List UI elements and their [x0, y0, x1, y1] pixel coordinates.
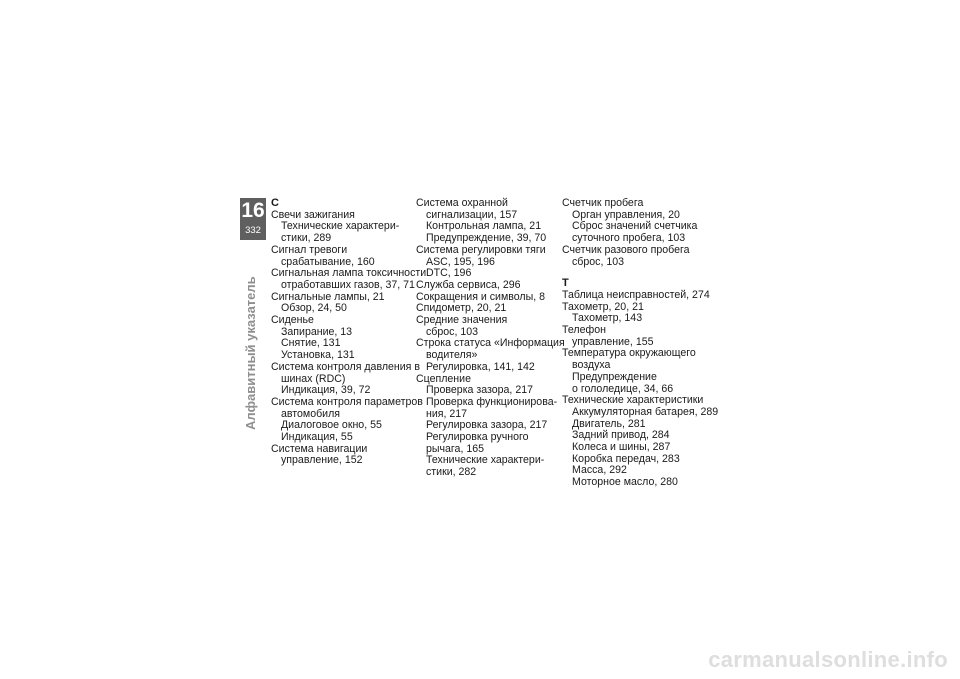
- index-entry: Сигнальная лампа токсичности: [271, 267, 427, 280]
- index-entry: Система контроля параметров: [271, 395, 423, 408]
- index-subentry: сигнализации, 157: [426, 208, 518, 221]
- index-subentry: Регулировка, 141, 142: [426, 360, 535, 373]
- index-entry: Тахометр, 20, 21: [562, 300, 644, 313]
- index-entry: Система регулировки тяги: [416, 243, 546, 256]
- index-subentry: Аккумуляторная батарея, 289: [572, 405, 719, 418]
- index-subentry: ния, 217: [426, 407, 468, 420]
- index-column-3: [562, 198, 718, 489]
- index-column-1: [271, 198, 426, 467]
- index-spacer: [562, 268, 718, 278]
- index-subentry: Запирание, 13: [281, 325, 353, 338]
- index-subentry: Диалоговое окно, 55: [281, 419, 382, 432]
- index-entry: Строка статуса «Информация: [416, 337, 565, 350]
- index-entry: Сокращения и символы, 8: [416, 290, 545, 303]
- index-subentry: управление, 155: [572, 335, 654, 348]
- index-entry: Система охранной: [416, 197, 508, 209]
- index-subentry: Тахометр, 143: [572, 312, 643, 325]
- index-subentry: Контрольная лампа, 21: [426, 220, 542, 233]
- index-subentry: Проверка зазора, 217: [426, 384, 533, 397]
- index-subentry: DTC, 196: [426, 267, 472, 280]
- index-subentry: Регулировка зазора, 217: [426, 419, 548, 432]
- index-subentry: о гололедице, 34, 66: [572, 382, 674, 395]
- index-entry: Средние значения: [416, 314, 508, 327]
- index-entry: Таблица неисправностей, 274: [562, 288, 710, 301]
- index-entry: Сигнальные лампы, 21: [271, 290, 385, 303]
- index-entry: Счетчик пробега: [562, 197, 644, 209]
- index-entry: Счетчик разового пробега: [562, 243, 690, 256]
- index-subentry: рычага, 165: [426, 442, 485, 455]
- index-subentry: водителя»: [426, 349, 478, 362]
- index-entry: Температура окружающего: [562, 347, 696, 360]
- index-subentry: стики, 282: [426, 466, 477, 479]
- index-subentry: Обзор, 24, 50: [281, 302, 347, 315]
- index-subentry: ASC, 195, 196: [426, 255, 495, 268]
- index-entry: Сиденье: [271, 314, 314, 327]
- index-subentry: воздуха: [572, 359, 611, 372]
- index-subentry: Коробка передач, 283: [572, 452, 680, 465]
- index-subentry: суточного пробега, 103: [572, 232, 686, 245]
- index-subentry: Орган управления, 20: [572, 208, 680, 221]
- index-entry: Телефон: [562, 324, 606, 337]
- index-subentry: Масса, 292: [572, 464, 627, 477]
- index-subentry: Технические характери-: [281, 220, 400, 233]
- index-subentry: отработавших газов, 37, 71: [281, 278, 415, 291]
- index-subentry: Колеса и шины, 287: [572, 441, 671, 454]
- chapter-tab: [240, 198, 266, 240]
- index-entry: Система контроля давления в: [271, 360, 420, 373]
- index-entry: Система навигации: [271, 442, 368, 455]
- index-subentry: Технические характери-: [426, 454, 545, 467]
- page-number: 332: [245, 225, 261, 236]
- index-subentry: Установка, 131: [281, 349, 355, 362]
- index-subentry: шинах (RDC): [281, 372, 346, 385]
- index-subentry: управление, 152: [281, 454, 363, 467]
- index-subentry: Индикация, 39, 72: [281, 384, 371, 397]
- index-subentry: Двигатель, 281: [572, 417, 646, 430]
- index-subentry: Предупреждение: [572, 370, 657, 383]
- watermark-footer: carmanualsonline.info: [708, 647, 948, 672]
- index-subentry: Моторное масло, 280: [572, 476, 678, 489]
- index-entry: Сигнал тревоги: [271, 243, 348, 256]
- index-subentry: Предупреждение, 39, 70: [426, 232, 547, 245]
- index-letter-heading: С: [271, 197, 279, 209]
- index-entry: Технические характеристики: [562, 394, 704, 407]
- index-subentry: автомобиля: [281, 407, 340, 420]
- index-subentry: Снятие, 131: [281, 337, 341, 350]
- index-entry: Сцепление: [416, 372, 471, 385]
- section-title-vertical: Алфавитный указатель: [243, 276, 258, 430]
- chapter-number: 16: [241, 199, 265, 222]
- index-column-2: [416, 198, 565, 479]
- index-subentry: срабатывание, 160: [281, 255, 375, 268]
- index-subentry: сброс, 103: [426, 325, 479, 338]
- index-subentry: стики, 289: [281, 232, 332, 245]
- index-subentry: сброс, 103: [572, 255, 625, 268]
- index-subentry: Задний привод, 284: [572, 429, 670, 442]
- index-subentry: Сброс значений счетчика: [572, 220, 698, 233]
- index-entry: Служба сервиса, 296: [416, 278, 521, 291]
- index-subentry: Регулировка ручного: [426, 431, 529, 444]
- index-subentry: Индикация, 55: [281, 431, 353, 444]
- index-letter-heading: Т: [562, 277, 569, 290]
- index-entry: Спидометр, 20, 21: [416, 302, 507, 315]
- index-entry: Свечи зажигания: [271, 208, 355, 221]
- index-subentry: Проверка функционирова-: [426, 395, 558, 408]
